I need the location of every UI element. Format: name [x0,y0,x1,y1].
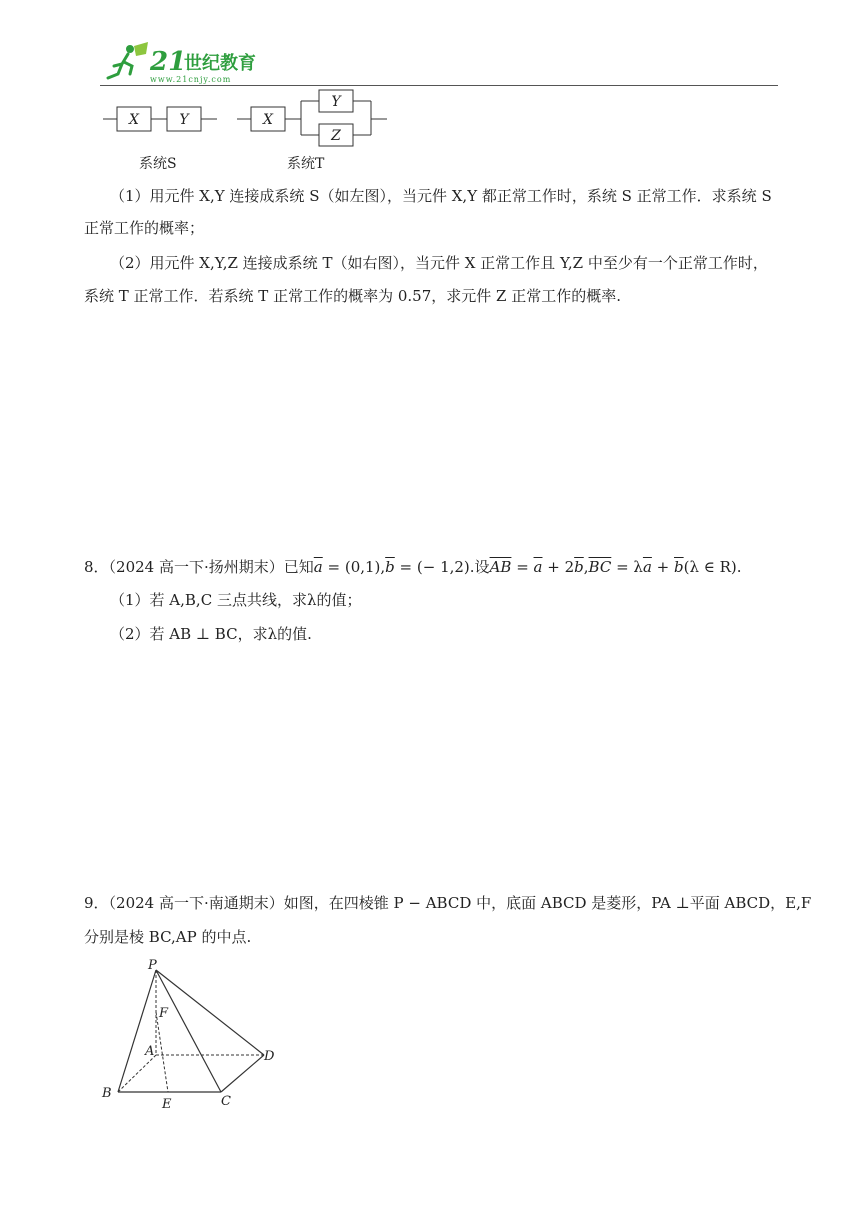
q8-stem-text: , [583,558,589,576]
box-t-y-label: Y [331,94,341,110]
q8-stem-text: = λ [611,558,643,576]
system-s-caption: 系统S [139,156,177,172]
q8-part2: （2）若 AB ⊥ BC，求λ的值. [110,625,312,643]
vector-ab: $\overline{AB}$ [489,558,512,576]
logo-cn-text: 世纪教育 [184,53,256,74]
vector-a: $\overline{a}$ [642,558,652,576]
q8-stem-text: = [511,558,534,576]
logo-number: 21 [150,47,187,77]
box-t-x-label: X [263,112,273,128]
label-a: A [145,1044,155,1059]
vector-bc: $\overline{BC}$ [588,558,612,576]
q8-part1: （1）若 A,B,C 三点共线，求λ的值； [110,591,362,609]
site-logo [100,40,270,86]
q9-line2: 分别是棱 BC,AP 的中点. [84,928,252,946]
system-s-diagram [103,107,217,131]
label-c: C [221,1094,231,1109]
pyramid-figure [96,955,296,1114]
logo-url: www.21cnjy.com [150,75,232,84]
vector-b: $\overline{b}$ [574,558,584,576]
label-b: B [102,1086,112,1101]
label-p: P [148,958,157,973]
box-t-z-label: Z [331,128,341,144]
system-t-diagram [237,90,387,146]
q8-stem-text: + [651,558,674,576]
vector-a: $\overline{a}$ [313,558,323,576]
vector-a: $\overline{a}$ [533,558,543,576]
box-x-label: X [129,112,139,128]
q7-part1-line1: （1）用元件 X,Y 连接成系统 S（如左图），当元件 X,Y 都正常工作时，系统 S 正常工作．求系统 S [110,187,772,205]
q8-stem-text: + 2 [542,558,575,576]
q8-number: 8． [84,558,109,576]
header-divider [100,85,778,86]
q8-source: （2024 高一下·扬州期末） [108,558,284,576]
q8-stem-text: (λ ∈ R). [683,558,742,576]
q8-stem-text: = (0,1), [322,558,386,576]
vector-b: $\overline{b}$ [385,558,395,576]
q7-part2-line1: （2）用元件 X,Y,Z 连接成系统 T（如右图），当元件 X 正常工作且 Y,Z 中至少有一个正常工作时， [110,254,768,272]
q9-line1: 9．（2024 高一下·南通期末）如图，在四棱锥 P − ABCD 中，底面 ABCD 是菱形，PA ⊥平面 ABCD，E,F [84,894,812,912]
q7-part2-line2: 系统 T 正常工作．若系统 T 正常工作的概率为 0.57，求元件 Z 正常工作的概率. [84,287,621,305]
q8-stem-text: = (− 1,2).设 [394,558,490,576]
vector-b: $\overline{b}$ [674,558,684,576]
q8-stem-text: 已知 [283,558,314,576]
label-f: F [159,1006,169,1021]
pyramid-edges [118,970,264,1092]
q8-stem [84,557,742,577]
label-e: E [162,1097,172,1110]
runner-icon [108,42,148,78]
q7-part1-line2: 正常工作的概率； [84,219,205,237]
system-t-caption: 系统T [287,156,325,172]
system-diagrams [95,88,405,184]
box-y-label: Y [179,112,189,128]
label-d: D [264,1049,275,1064]
